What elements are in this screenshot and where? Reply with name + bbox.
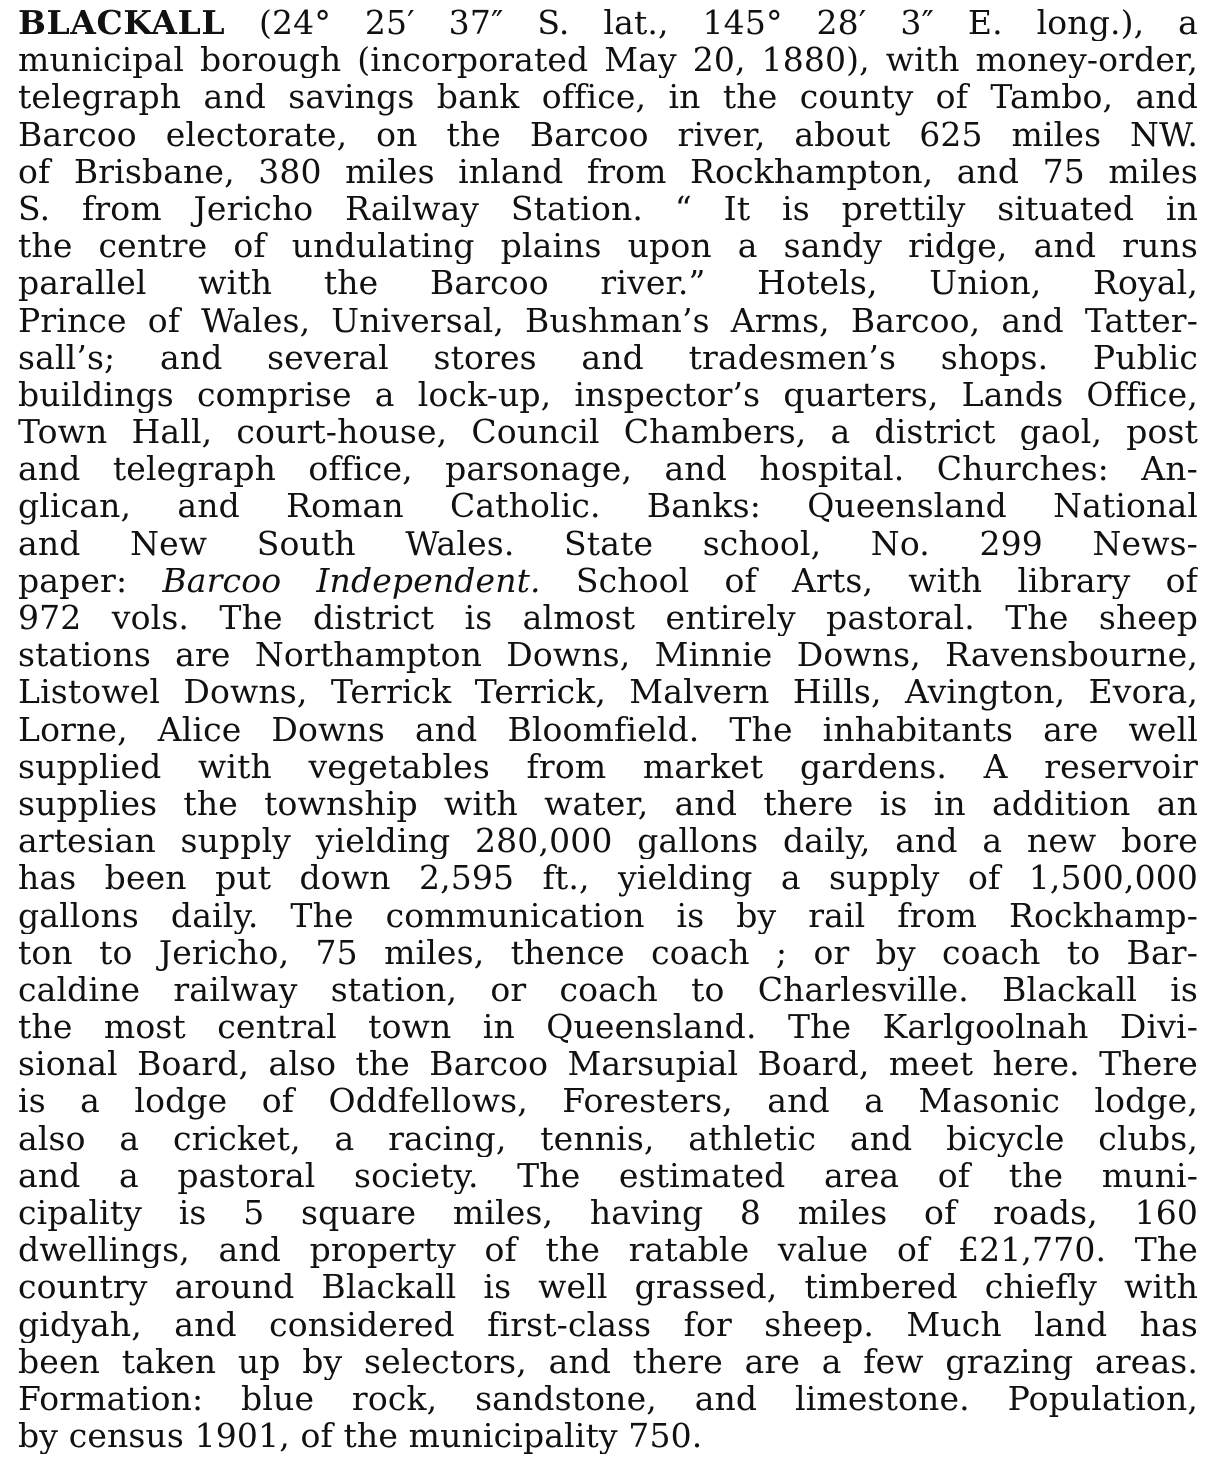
text-line: is a lodge of Oddfellows, Foresters, and a Masonic lodge, [18,1082,1198,1120]
text-line: the centre of undulating plains upon a sandy ridge, and runs [18,227,1198,265]
text-line: caldine railway station, or coach to Charlesville. Blackall is [18,970,1198,1009]
text-line: of Brisbane, 380 miles inland from Rockhampton, and 75 miles [18,152,1198,190]
text-line: 972 vols. The district is almost entirely pastoral. The sheep [18,599,1198,637]
text-line: Lorne, Alice Downs and Bloomfield. The inhabitants are well [18,710,1198,748]
text-line: also a cricket, a racing, tennis, athletic and bicycle clubs, [18,1119,1198,1157]
text-line-last: by census 1901, of the municipality 750. [18,1417,703,1455]
text-line: Prince of Wales, Universal, Bushman’s Arms, Barcoo, and Tatter- [18,301,1198,339]
text-line: buildings comprise a lock-up, inspector’s quarters, Lands Office, [18,375,1198,414]
text-line: municipal borough (incorporated May 20, 1880), with money-order, [18,41,1198,79]
text-line: supplied with vegetables from market gardens. A reservoir [18,747,1198,785]
text-line: the most central town in Queensland. The Karlgoolnah Divi- [18,1008,1198,1046]
text-line: gallons daily. The communication is by rail from Rockhamp- [18,896,1198,934]
headword: BLACKALL [18,4,226,42]
text-line: Barcoo electorate, on the Barcoo river, about 625 miles NW. [18,115,1198,153]
text-line: dwellings, and property of the ratable value of £21,770. The [18,1231,1198,1269]
text-line: been taken up by selectors, and there are a few grazing areas. [18,1342,1198,1380]
text-line: and telegraph office, parsonage, and hospital. Churches: An- [18,450,1198,488]
newspaper-line [18,562,1198,599]
text-line: telegraph and savings bank office, in the county of Tambo, and [18,78,1198,116]
text-line: Listowel Downs, Terrick Terrick, Malvern Hills, Avington, Evora, [18,673,1198,711]
text-line: sall’s; and several stores and tradesmen’s shops. Public [18,338,1198,376]
text-line: ton to Jericho, 75 miles, thence coach ; or by coach to Bar- [18,933,1198,971]
text-line: S. from Jericho Railway Station. “ It is prettily situated in [18,189,1198,228]
text-line: artesian supply yielding 280,000 gallons daily, and a new bore [18,822,1198,860]
text-line: Formation: blue rock, sandstone, and limestone. Population, [18,1379,1198,1418]
text-line: parallel with the Barcoo river.” Hotels, Union, Royal, [18,264,1198,302]
coordinates: (24° 25′ 37″ S. lat., 145° 28′ 3″ E. long.), a [259,4,1198,42]
text-line: has been put down 2,595 ft., yielding a supply of 1,500,000 [18,859,1198,897]
text-line: gidyah, and considered first-class for sheep. Much land has [18,1305,1198,1343]
text-line: and a pastoral society. The estimated area of the muni- [18,1156,1198,1194]
text-line: Town Hall, court-house, Council Chambers, a district gaol, post [18,413,1198,451]
text-line: glican, and Roman Catholic. Banks: Queensland National [18,487,1198,525]
text-line: sional Board, also the Barcoo Marsupial Board, meet here. There [18,1045,1198,1083]
newspaper-prefix: paper: [18,561,128,599]
text-line: country around Blackall is well grassed, timbered chiefly with [18,1268,1198,1306]
text-line: stations are Northampton Downs, Minnie Downs, Ravensbourne, [18,636,1198,674]
gazetteer-entry [18,4,1198,1454]
entry-heading-line [18,4,1198,41]
newspaper-title: Barcoo Independent. [162,561,541,599]
text-line: supplies the township with water, and there is in addition an [18,784,1198,823]
text-line: cipality is 5 square miles, having 8 miles of roads, 160 [18,1194,1198,1232]
text-line: and New South Wales. State school, No. 299 News- [18,524,1198,562]
newspaper-suffix: School of Arts, with library of [575,561,1198,599]
